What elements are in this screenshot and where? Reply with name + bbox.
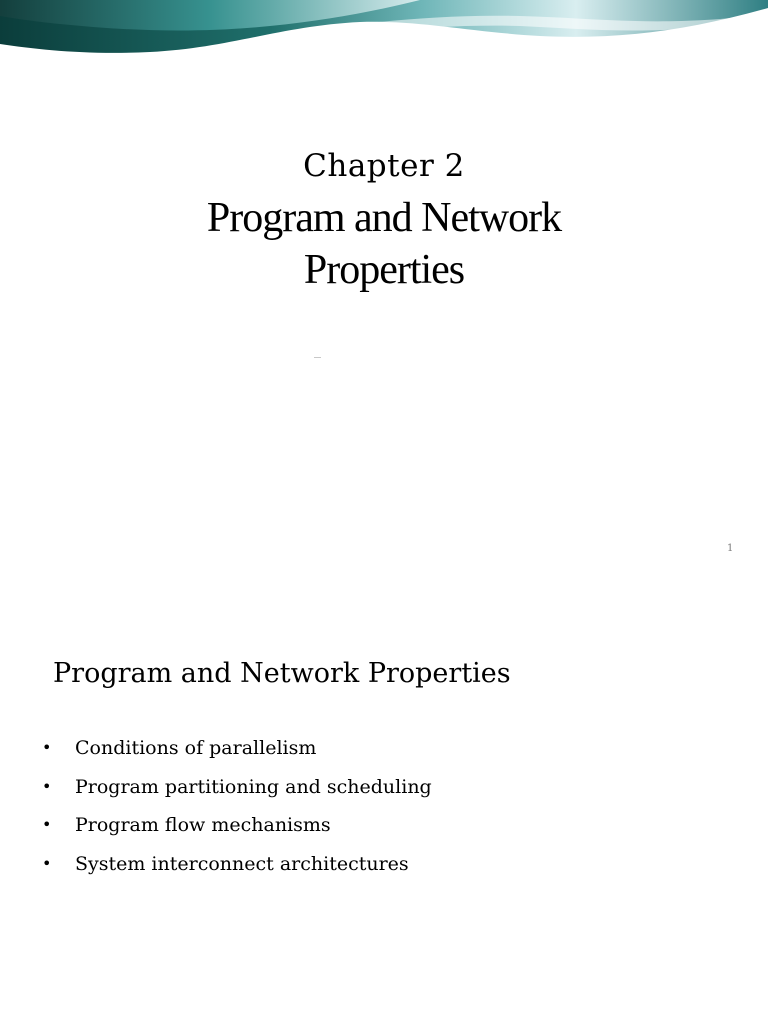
bullet-item bbox=[42, 814, 432, 853]
chapter-label: Chapter 2 bbox=[303, 148, 465, 184]
bullet-icon: • bbox=[42, 738, 52, 757]
slide-number: 1 bbox=[727, 543, 734, 554]
bullet-icon: • bbox=[42, 815, 52, 834]
bullet-text: Conditions of parallelism bbox=[75, 737, 317, 759]
slide-title bbox=[0, 192, 768, 296]
bullet-text: Program flow mechanisms bbox=[75, 814, 331, 836]
slide-title-line-2: Properties bbox=[303, 247, 465, 293]
bullet-item bbox=[42, 776, 432, 815]
bullet-text: System interconnect architectures bbox=[75, 852, 409, 875]
decorative-dash bbox=[314, 357, 321, 358]
bullet-text: Program partitioning and scheduling bbox=[75, 775, 432, 798]
bullet-list bbox=[42, 737, 432, 891]
bullet-item bbox=[42, 737, 432, 776]
content-slide bbox=[0, 620, 768, 1024]
wave-banner-graphic bbox=[0, 0, 768, 62]
bullet-icon: • bbox=[42, 776, 52, 796]
section-heading: Program and Network Properties bbox=[53, 658, 511, 689]
bullet-icon: • bbox=[42, 853, 52, 873]
slide-title-line-1: Program and Network bbox=[206, 195, 562, 241]
bullet-item bbox=[42, 853, 432, 892]
